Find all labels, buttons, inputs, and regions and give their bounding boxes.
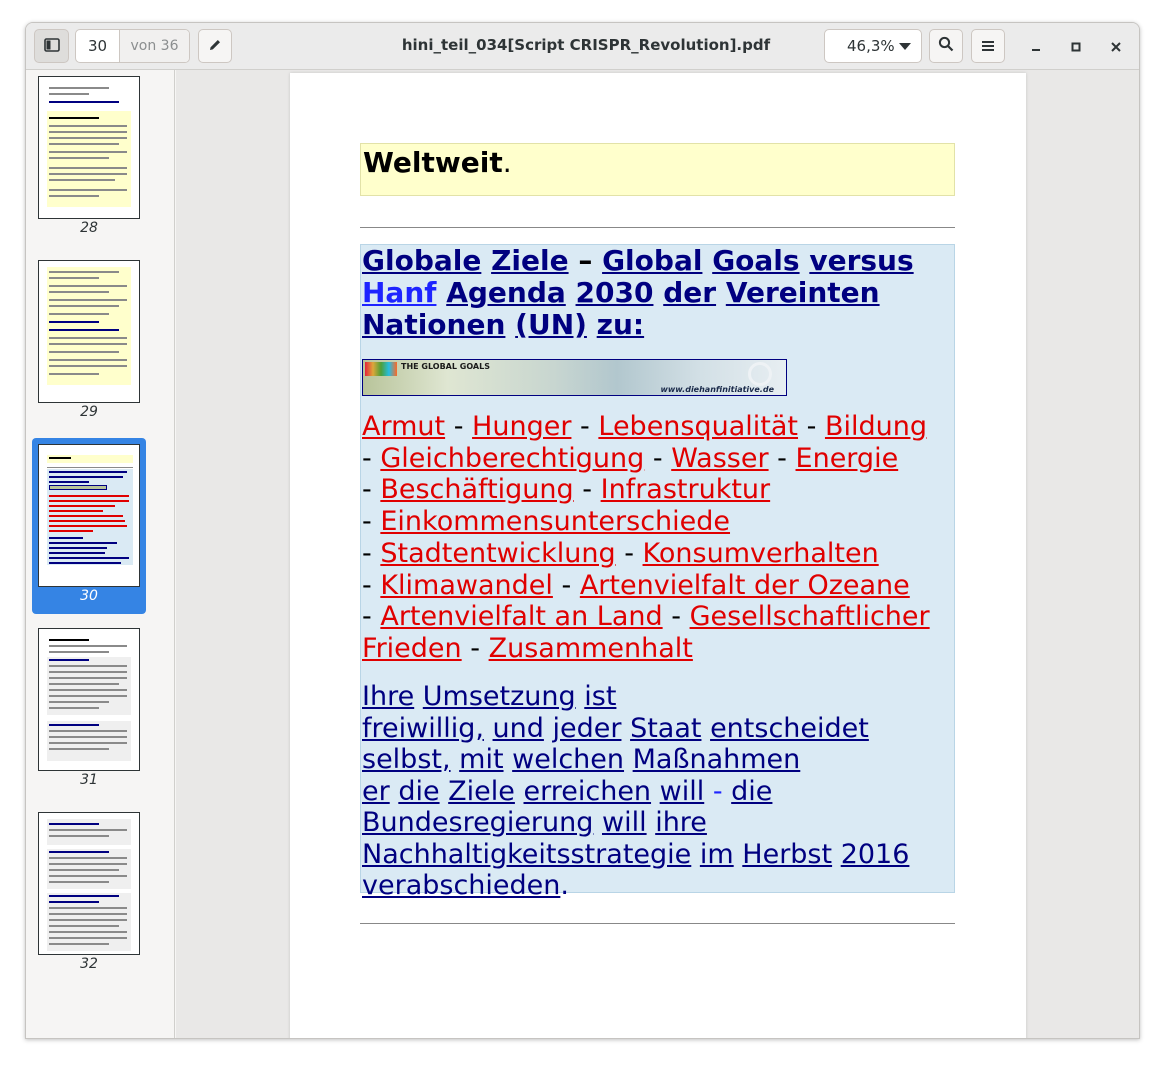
text-link[interactable]: die — [398, 775, 440, 807]
global-goals-banner[interactable] — [362, 359, 787, 396]
separator: - — [362, 569, 372, 601]
text-link[interactable]: jeder — [552, 712, 622, 744]
hamburger-menu-icon — [981, 37, 995, 56]
page-heading — [363, 146, 512, 179]
thumbnail-label: 31 — [80, 772, 98, 788]
goal-link[interactable]: Armut — [362, 411, 446, 442]
goals-title-link[interactable]: der — [663, 276, 717, 309]
edit-pencil-icon — [208, 37, 222, 56]
text-link[interactable]: Umsetzung — [422, 681, 576, 712]
separator: - — [561, 569, 572, 601]
separator: - — [362, 537, 372, 569]
goal-link[interactable]: Infrastruktur — [600, 474, 771, 506]
banner-url: www.diehanfinitiative.de — [660, 385, 774, 394]
thumbnail-page-30[interactable] — [32, 438, 146, 614]
goals-list — [362, 411, 952, 665]
text-link[interactable]: ist — [584, 681, 617, 712]
text-link[interactable]: 2016 — [840, 838, 910, 870]
minimize-icon — [1031, 37, 1041, 56]
goals-title-link[interactable]: Globale — [362, 244, 482, 277]
separator: - — [777, 442, 787, 474]
goals-description — [362, 681, 954, 902]
search-button[interactable] — [929, 29, 963, 63]
separator: - — [806, 411, 817, 442]
text-link[interactable]: er — [362, 775, 390, 807]
separator: - — [362, 474, 372, 506]
goals-title-link[interactable]: 2030 — [575, 276, 654, 309]
thumbnail-page-29[interactable] — [32, 254, 146, 430]
goals-title — [362, 245, 952, 341]
sidebar-toggle-button[interactable] — [34, 29, 69, 63]
goals-title-link[interactable]: Agenda — [446, 276, 566, 309]
separator: - — [362, 442, 372, 474]
text-link[interactable]: Ziele — [448, 775, 515, 807]
separator: - — [582, 474, 593, 506]
minimize-button[interactable] — [1021, 31, 1051, 61]
thumbnail-image — [38, 260, 140, 403]
goals-title-link[interactable]: Goals — [712, 244, 800, 277]
zoom-level: 46,3% — [847, 37, 895, 55]
goals-title-link[interactable]: versus — [809, 244, 914, 277]
thumbnail-page-31[interactable] — [32, 622, 146, 798]
global-goals-box — [360, 244, 955, 901]
separator: - — [652, 442, 663, 474]
text-link[interactable]: ihre — [655, 807, 707, 838]
goal-link[interactable]: Energie — [795, 442, 899, 474]
text-dash: - — [712, 775, 723, 807]
main-menu-button[interactable] — [971, 29, 1005, 63]
text-link[interactable]: Maßnahmen — [632, 744, 801, 775]
goals-title-link[interactable]: Global — [602, 244, 703, 277]
text-link[interactable]: entscheidet — [710, 712, 869, 744]
banner-ring-graphic — [748, 362, 772, 386]
goal-link[interactable]: Zusammenhalt — [488, 632, 693, 664]
page-number-entry[interactable] — [75, 29, 190, 63]
thumbnail-page-28[interactable] — [32, 70, 146, 246]
text-link[interactable]: verabschieden — [362, 870, 561, 901]
maximize-icon — [1071, 37, 1081, 56]
document-title: hini_teil_034[Script CRISPR_Revolution].pdf — [401, 36, 771, 54]
thumbnail-image — [38, 628, 140, 771]
text-period: . — [560, 870, 569, 901]
current-page-input[interactable]: 30 — [76, 30, 120, 62]
text-link[interactable]: die — [731, 775, 773, 807]
text-link[interactable]: Herbst — [742, 838, 833, 870]
goal-link[interactable]: Artenvielfalt der Ozeane — [579, 569, 910, 601]
thumbnail-sidebar — [26, 70, 175, 1039]
global-goals-logo — [365, 362, 397, 376]
goal-link[interactable]: Gleichberechtigung — [380, 442, 645, 474]
bottom-divider — [360, 923, 955, 924]
heading-period: . — [502, 146, 512, 179]
text-link[interactable]: will — [659, 775, 705, 807]
goals-title-dash: – — [578, 244, 593, 277]
thumbnail-image — [38, 812, 140, 955]
thumbnail-image — [38, 76, 140, 219]
goal-link[interactable]: Artenvielfalt an Land — [380, 601, 663, 633]
goals-title-link[interactable]: Nationen — [362, 308, 506, 341]
text-link[interactable]: Bundesregierung — [362, 807, 594, 838]
header-bar — [26, 23, 1140, 70]
separator: - — [470, 632, 480, 664]
text-link[interactable]: Ihre — [362, 681, 415, 712]
zoom-selector[interactable] — [824, 29, 922, 63]
thumbnail-label: 29 — [80, 404, 98, 420]
text-link[interactable]: Staat — [630, 712, 702, 744]
separator: - — [453, 411, 464, 442]
text-link[interactable]: welchen — [512, 744, 625, 775]
goal-link[interactable]: Klimawandel — [380, 569, 553, 601]
banner-text: THE GLOBAL GOALS — [401, 362, 490, 371]
heading-text: Weltweit — [363, 146, 503, 179]
thumbnail-label: 32 — [80, 956, 98, 972]
goal-link[interactable]: Wasser — [671, 442, 769, 474]
thumbnail-label: 28 — [80, 220, 98, 236]
text-link[interactable]: freiwillig, — [362, 712, 484, 744]
separator: - — [671, 601, 681, 633]
goal-link[interactable]: Einkommensunterschiede — [380, 506, 731, 538]
goal-link[interactable]: Gesellschaftlicher Frieden — [362, 601, 930, 664]
close-button[interactable] — [1101, 31, 1131, 61]
goals-title-link[interactable]: (UN) — [515, 308, 587, 341]
text-link[interactable]: erreichen — [523, 775, 652, 807]
top-divider — [360, 227, 955, 228]
text-link[interactable]: und — [492, 712, 544, 744]
maximize-button[interactable] — [1061, 31, 1091, 61]
goal-link[interactable]: Lebensqualität — [598, 411, 799, 442]
goals-title-link[interactable]: Vereinten — [725, 276, 880, 309]
search-icon — [938, 36, 954, 56]
separator: - — [624, 537, 634, 569]
sidebar-toggle-icon — [44, 37, 60, 56]
separator: - — [362, 506, 372, 538]
document-viewer-window — [25, 22, 1140, 1039]
goal-link[interactable]: Hunger — [472, 411, 572, 442]
goal-link[interactable]: Konsumverhalten — [642, 537, 879, 569]
close-icon — [1111, 37, 1121, 56]
goals-title-link[interactable]: Ziele — [491, 244, 569, 277]
separator: - — [580, 411, 590, 442]
text-link[interactable]: mit — [459, 744, 504, 775]
separator: - — [362, 601, 372, 633]
thumbnail-page-32[interactable] — [32, 806, 146, 982]
pdf-page — [290, 73, 1026, 1039]
text-link[interactable]: will — [602, 807, 647, 838]
goal-link[interactable]: Stadtentwicklung — [380, 537, 616, 569]
thumbnail-label: 30 — [80, 588, 98, 604]
text-link[interactable]: selbst, — [362, 744, 451, 775]
annotate-button[interactable] — [198, 29, 232, 63]
thumbnail-image — [38, 444, 140, 587]
document-view[interactable] — [176, 70, 1140, 1039]
hanf-link[interactable]: Hanf — [362, 276, 437, 309]
page-count-label: von 36 — [120, 30, 189, 62]
goals-title-link[interactable]: zu: — [596, 308, 645, 341]
goal-link[interactable]: Bildung — [824, 411, 927, 442]
goal-link[interactable]: Beschäftigung — [380, 474, 574, 506]
text-link[interactable]: Nachhaltigkeitsstrategie — [362, 838, 692, 870]
dropdown-caret-icon — [899, 43, 911, 50]
text-link[interactable]: im — [699, 838, 734, 870]
heading-box — [360, 143, 955, 196]
